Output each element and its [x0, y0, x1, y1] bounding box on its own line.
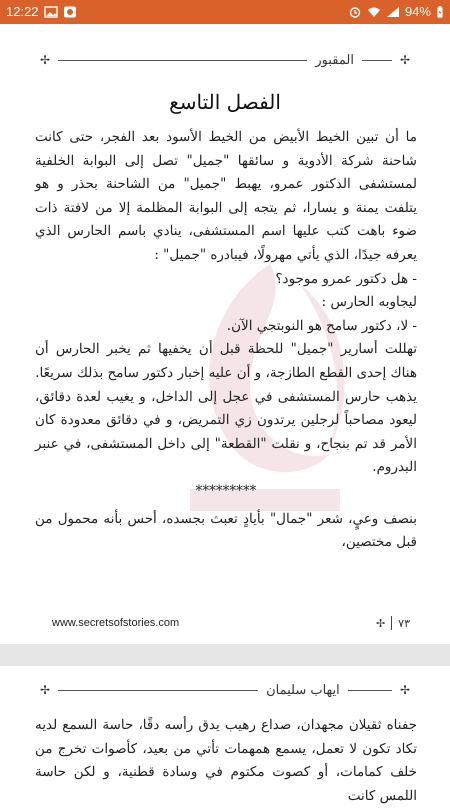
page-gap [0, 644, 450, 666]
paragraph: جفناه ثقيلان مجهدان، صداع رهيب يدق رأسه دقًا، حاسة السمع لديه تكاد تكون لا تعمل، يسمع همهمات تأتي من بعيد، كأصوات تخرج من خلف كمامات، أو كصوت مكتوم في وسادة قطنية، و لكن حاسة اللمس كانت [35, 717, 417, 804]
paragraph: يذهب حارس المستشفى في عجل إلى الداخل، و يغيب لعدة دقائق، ليعود مصاحباً لرجلين يرتدون زي التمريض، و في دقائق معدودة كان الأمر قد تم بنجاح، و نقلت "القطعة" إلى داخل المستشفى، في عنبر البدروم. [35, 388, 417, 476]
divider [362, 60, 392, 61]
divider [391, 616, 392, 630]
divider [348, 690, 392, 691]
running-head-title: ايهاب سليمان [266, 682, 340, 698]
paragraph: تهللت أسارير "جميل" للحظة قبل أن يخفيها ثم يخبر الحارس أن هناك إحدى القطع الطازجة، و أن عليه إخبار دكتور سامح بذلك سريعًا. [35, 341, 417, 381]
paragraph: - لا، دكتور سامح هو النوبتجي الآن. [226, 317, 417, 334]
running-head [40, 50, 410, 70]
ornament-icon: ✢ [40, 53, 51, 67]
book-page[interactable] [0, 24, 450, 644]
body-text [35, 126, 417, 555]
ornament-icon: ✢ [40, 683, 51, 697]
book-page[interactable] [0, 666, 450, 804]
body-text [35, 714, 417, 808]
page-footer [52, 614, 410, 632]
status-time: 12:22 [6, 4, 39, 19]
battery-percent: 94% [404, 4, 431, 19]
ornament-icon: ✢ [399, 53, 410, 67]
paragraph: ليجاوبه الحارس : [321, 294, 417, 311]
paragraph: ما أن تبين الخيط الأبيض من الخيط الأسود بعد الفجر، حتى كانت شاحنة شركة الأدوية و سائقها "جميل" تصل إلى البوابة الخلفية لمستشفى الدكتور عمرو، يهبط "جميل" من الشاحنة بحذر و هو يتلفت يمنة و يسارا، ثم يتجه إلى البوابة المظلمة إلا من لافتة ذات ضوء باهت كتب عليها اسم المستشفى، ينادي باسم الحارس الذي يعرفه جيدًا، الذي يأتي مهرولًا، فيبادره "جميل" : [35, 129, 417, 263]
app-notification-icon [63, 6, 77, 18]
ornament-icon: ✢ [399, 683, 410, 697]
status-bar-left [6, 4, 77, 19]
battery-charging-icon [436, 6, 444, 18]
image-icon [44, 6, 58, 18]
footer-url: www.secretsofstories.com [52, 617, 180, 629]
chapter-title: الفصل التاسع [169, 90, 281, 114]
status-bar [0, 0, 450, 24]
running-head [40, 680, 410, 700]
ornament-icon: ✢ [375, 616, 386, 630]
section-separator: ********* [195, 482, 257, 499]
signal-icon [386, 6, 400, 18]
divider [58, 690, 258, 691]
paragraph: بنصف وعيٍ، شعر "جمال" بأيادٍ تعبث بجسده، أحس بأنه محمول من قبل مختصين، [35, 510, 417, 551]
paragraph: - هل دكتور عمرو موجود؟ [275, 270, 417, 287]
page-number-block [376, 616, 410, 630]
alarm-icon [348, 6, 362, 18]
status-bar-right [348, 4, 444, 19]
page-number: ٧٣ [398, 616, 410, 630]
running-head-title: المقبور [315, 52, 354, 68]
wifi-icon [367, 6, 381, 18]
divider [58, 60, 307, 61]
